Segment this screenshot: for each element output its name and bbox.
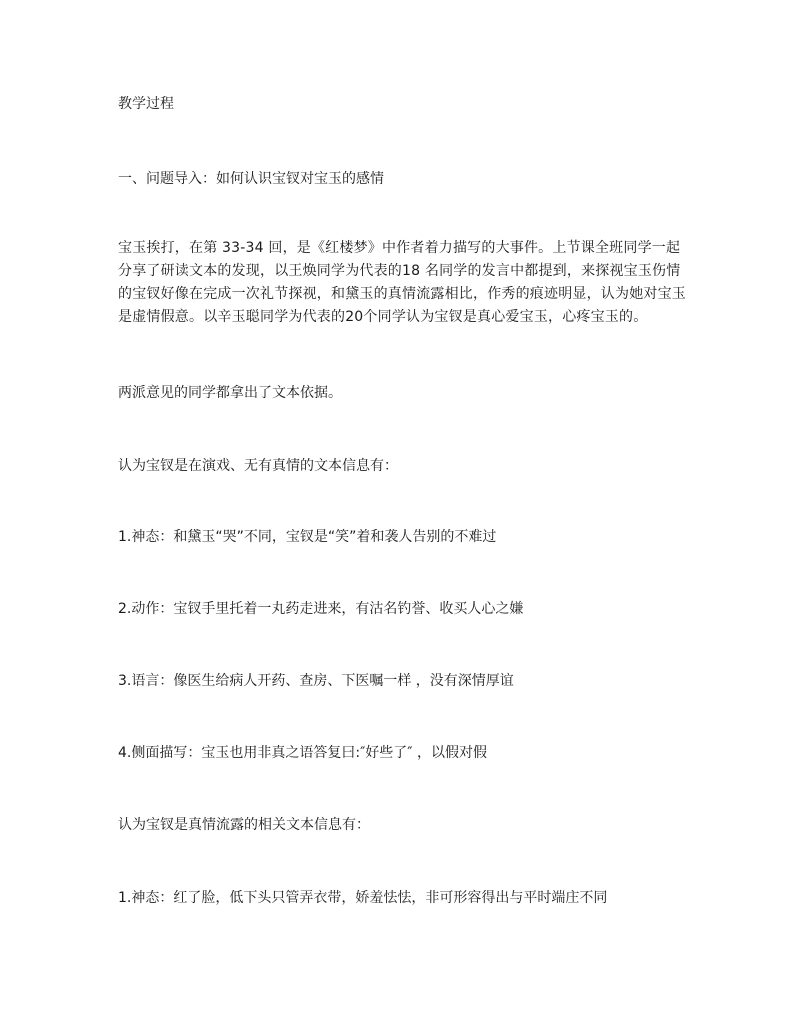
acting-evidence-item: 2.动作：宝钗手里托着一丸药走进来，有沽名钓誉、收买人心之嫌 xyxy=(118,601,524,617)
section-title: 一、问题导入：如何认识宝钗对宝玉的感情 xyxy=(118,171,384,187)
acting-evidence-title: 认为宝钗是在演戏、无有真情的文本信息有： xyxy=(118,458,398,474)
page-heading: 教学过程 xyxy=(118,96,174,112)
acting-evidence-item: 4.侧面描写：宝玉也用非真之语答复曰:″好些了″ ，以假对假 xyxy=(118,745,487,761)
sincere-evidence-title: 认为宝钗是真情流露的相关文本信息有： xyxy=(118,817,370,833)
acting-evidence-item: 1.神态：和黛玉“哭”不同，宝钗是“笑”着和袭人告别的不难过 xyxy=(118,529,497,545)
acting-evidence-item: 3.语言：像医生给病人开药、查房、下医嘱一样 ，没有深情厚谊 xyxy=(118,673,514,689)
both-sides-text: 两派意见的同学都拿出了文本依据。 xyxy=(118,385,342,401)
intro-paragraph: 宝玉挨打，在第 33-34 回，是《红楼梦》中作者着力描写的大事件。上节课全班同学一起分享了研读文本的发现，以王焕同学为代表的18 名同学的发言中都提到，来探视宝玉伤情的宝钗好像在完成一次礼节探视，和黛玉的真情流露相比，作秀的痕迹明显，认为她对宝玉是虚情假意。以辛玉聪同学为代表的20个同学认为宝钗是真心爱宝玉，心疼宝玉的。 xyxy=(118,240,686,325)
sincere-evidence-item: 1.神态：红了脸，低下头只管弄衣带，娇羞怯怯，非可形容得出与平时端庄不同 xyxy=(118,890,608,906)
